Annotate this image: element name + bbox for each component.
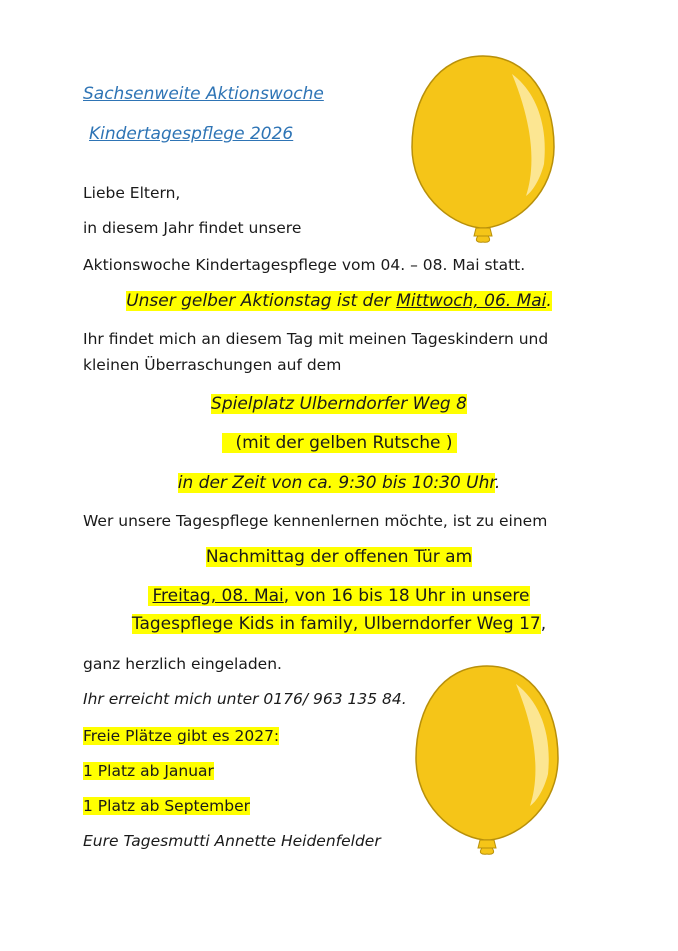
location-time: in der Zeit von ca. 9:30 bis 10:30 Uhr: [177, 473, 495, 493]
action-day-prefix: Unser gelber Aktionstag ist der: [126, 291, 397, 311]
location-time-line: [0, 473, 678, 493]
invited-text: ganz herzlich eingeladen.: [83, 655, 282, 673]
find-text-line-2: kleinen Überraschungen auf dem: [83, 356, 342, 374]
open-day-address-line: [0, 614, 678, 634]
balloon-bottom-icon: [412, 662, 562, 858]
open-day-address-suffix: ,: [540, 614, 547, 634]
free-spots-heading-line: [83, 727, 279, 745]
open-day-time: , von 16 bis 18 Uhr in unsere: [283, 586, 530, 606]
location-place: Spielplatz Ulberndorfer Weg 8: [211, 394, 467, 414]
location-place-line: [0, 394, 678, 414]
find-text-line-1: Ihr findet mich an diesem Tag mit meinen Tageskindern und: [83, 330, 549, 348]
contact-text: Ihr erreicht mich unter 0176/ 963 135 84.: [83, 690, 407, 708]
open-day-title: Nachmittag der offenen Tür am: [205, 547, 473, 567]
intro-line-2: Aktionswoche Kindertagespflege vom 04. – 08. Mai statt.: [83, 256, 526, 274]
invite-text: Wer unsere Tagespflege kennenlernen möchte, ist zu einem: [83, 512, 548, 530]
free-spot-1-line: [83, 762, 214, 780]
title-line-1: Sachsenweite Aktionswoche: [83, 84, 324, 104]
location-detail-line: [0, 433, 678, 453]
title-line-2: Kindertagespflege 2026: [89, 124, 294, 144]
action-day-date: Mittwoch, 06. Mai: [396, 291, 547, 311]
action-day-suffix: .: [546, 291, 552, 311]
greeting-text: Liebe Eltern,: [83, 184, 181, 202]
free-spot-2: 1 Platz ab September: [83, 797, 251, 815]
free-spots-heading: Freie Plätze gibt es 2027:: [83, 727, 280, 745]
signature-text: Eure Tagesmutti Annette Heidenfelder: [83, 832, 381, 850]
open-day-date: Freitag, 08. Mai: [152, 586, 284, 606]
open-day-date-line: [0, 586, 678, 606]
location-detail: (mit der gelben Rutsche ): [222, 433, 457, 453]
location-time-suffix: .: [494, 473, 501, 493]
free-spot-1: 1 Platz ab Januar: [83, 762, 214, 780]
open-day-address: Tagespflege Kids in family, Ulberndorfer Weg 17: [131, 614, 541, 634]
intro-line-1: in diesem Jahr findet unsere: [83, 219, 302, 237]
open-day-title-line: [0, 547, 678, 567]
free-spot-2-line: [83, 797, 250, 815]
balloon-top-icon: [408, 52, 558, 244]
action-day-line: [0, 291, 678, 311]
